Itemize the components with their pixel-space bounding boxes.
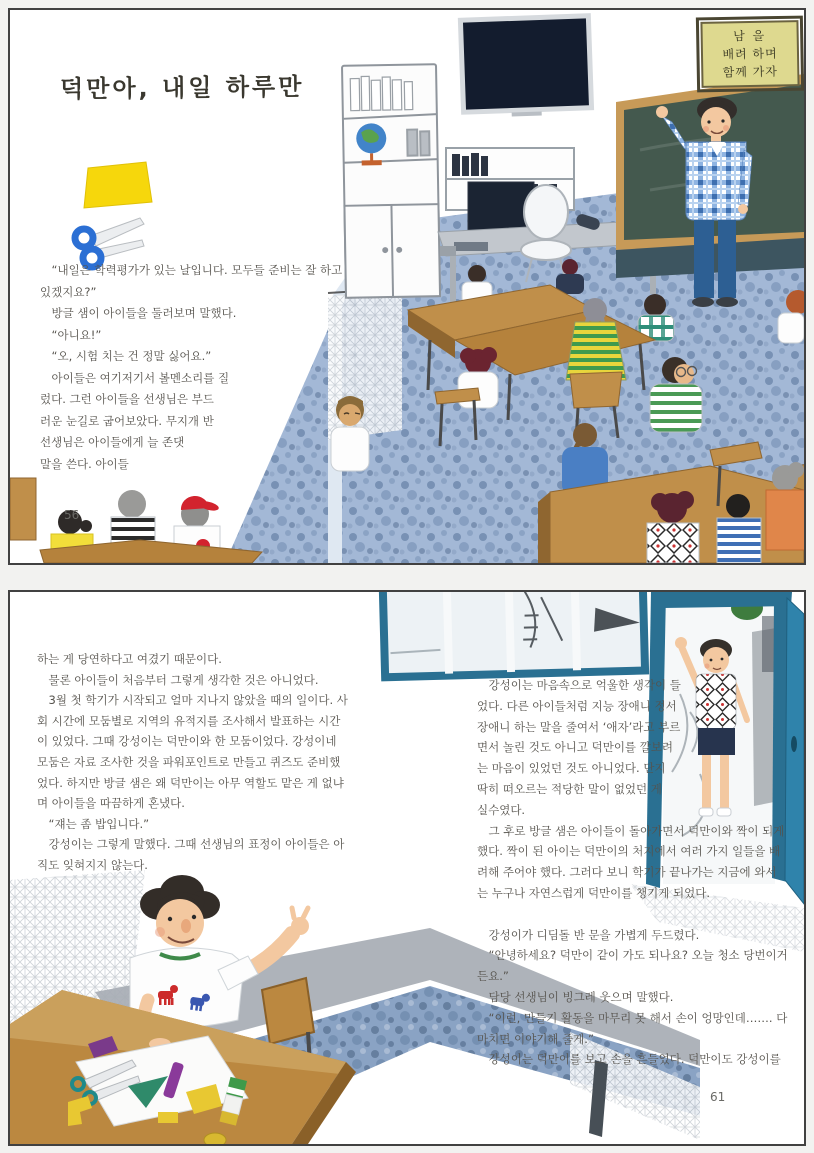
text-line: 려해 주어야 했다. 그러다 보니 학기가 끝나가는 지금에 와서 — [477, 865, 777, 880]
text-line: 아이들은 여기저기서 볼멘소리를 질 — [40, 370, 230, 385]
poster-line-2: 배려 하며 — [722, 46, 778, 62]
motto-poster — [697, 17, 802, 91]
text-line: 면서 놀린 것도 아니고 덕만이를 깔보려 — [477, 740, 674, 755]
text-line: 는 마음이 있었던 것도 아니었다. 단지 — [477, 761, 666, 776]
yellow-piece-3 — [158, 1112, 178, 1123]
phone — [440, 246, 456, 256]
body-text-column — [40, 260, 342, 475]
poster-line-3: 함께 가자 — [722, 64, 779, 80]
text-line: 하는 게 당연하다고 여겼기 때문이다. — [37, 652, 222, 666]
text-line: 물론 아이들이 처음부터 그렇게 생각한 것은 아니었다. — [37, 672, 319, 687]
book-page-56 — [8, 8, 806, 565]
keyboard — [454, 242, 488, 251]
text-line: 3월 첫 학기가 시작되고 얼마 지나지 않았을 때의 일이다. 사 — [37, 693, 348, 708]
text-line: 장애니 하는 말을 줄여서 ‘애자’라고 부르 — [477, 719, 681, 734]
text-line: 든요.” — [477, 969, 509, 984]
text-line: 선생님은 아이들에게 늘 존댓 — [40, 435, 185, 449]
text-line: “내일은 학력평가가 있는 날입니다. 모두들 준비는 잘 하고 — [40, 263, 343, 277]
wall-tv — [460, 16, 591, 118]
text-line: 강성이가 디딤돌 반 문을 가볍게 두드렸다. — [477, 927, 700, 942]
text-line: 마치면 이야기해 줄게.” — [477, 1031, 594, 1046]
page-number: 61 — [710, 1090, 726, 1104]
text-line: 딱히 떠오르는 적당한 말이 없었던 게 — [477, 781, 662, 796]
text-line: 실수였다. — [477, 802, 526, 817]
text-line: 며 아이들을 따끔하게 혼냈다. — [37, 796, 185, 811]
text-line: 있겠지요?” — [40, 284, 97, 299]
text-line: 담당 선생님이 빙그레 웃으며 말했다. — [477, 989, 674, 1004]
text-line: 했다. 짝이 된 아이는 덕만이의 처지에서 여러 가지 일들을 배 — [477, 844, 781, 859]
text-line — [477, 904, 788, 925]
text-line: 러운 눈길로 굽어보았다. 무지개 반 — [40, 413, 214, 428]
text-line: “이런, 만들기 활동을 마무리 못 해서 손이 엉망인데……. 다 — [477, 1010, 788, 1025]
text-line: “안녕하세요? 덕만이 같이 가도 되나요? 오늘 청소 당번이거 — [477, 948, 788, 963]
page-number: 56 — [64, 508, 80, 522]
text-line: “아니요!” — [40, 327, 102, 342]
yellow-roll — [204, 1133, 226, 1144]
text-line: 그 후로 방글 샘은 아이들이 돌아가면서 덕만이와 짝이 되게 — [477, 823, 785, 838]
text-line: 회 시간에 모둠별로 지역의 유적지를 조사해서 발표하는 시간 — [37, 713, 341, 728]
text-line: 었다. 하지만 방글 샘은 왜 덕만이는 아무 역할도 맡은 게 없냐 — [37, 775, 344, 790]
body-text-column-right — [477, 675, 788, 1070]
text-line: 렀다. 그런 아이들을 선생님은 부드 — [40, 392, 214, 406]
door-handle — [791, 736, 797, 752]
text-line: 강성이는 덕만이를 보고 손을 흔들었다. 덕만이도 강성이를 — [477, 1052, 781, 1067]
text-line: 강성이는 마음속으로 억울한 생각이 들 — [477, 678, 681, 692]
poster-line-1: 남 을 — [733, 28, 767, 44]
book-page-61 — [8, 590, 806, 1146]
text-line: 말을 쓴다. 아이들 — [40, 456, 129, 471]
text-line: 모둠은 자료 조사한 것을 파워포인트로 만들고 퀴즈도 준비했 — [37, 754, 341, 769]
text-line: “오, 시험 치는 건 정말 싫어요.” — [40, 349, 212, 363]
text-line: 강성이는 그렇게 말했다. 그때 선생님의 표정이 아이들은 아 — [37, 837, 345, 852]
text-line: 었다. 다른 아이들처럼 지능 장애니 정서 — [477, 698, 677, 713]
bookshelf — [342, 64, 440, 298]
text-line: “쟤는 좀 밥입니다.” — [37, 816, 150, 831]
text-line: 직도 잊혀지지 않는다. — [37, 857, 148, 872]
chapter-title: 덕만아, 내일 하루만 — [59, 72, 305, 104]
text-line: 는 누구나 자연스럽게 덕만이를 챙기게 되었다. — [477, 885, 711, 900]
window — [382, 592, 645, 677]
body-text-column-left — [37, 649, 348, 876]
text-line: 이 있었다. 그때 강성이는 덕만이와 한 모둠이었다. 강성이네 — [37, 734, 337, 749]
yellow-paper — [84, 162, 152, 208]
text-line: 방글 샘이 아이들을 둘러보며 말했다. — [40, 306, 237, 320]
